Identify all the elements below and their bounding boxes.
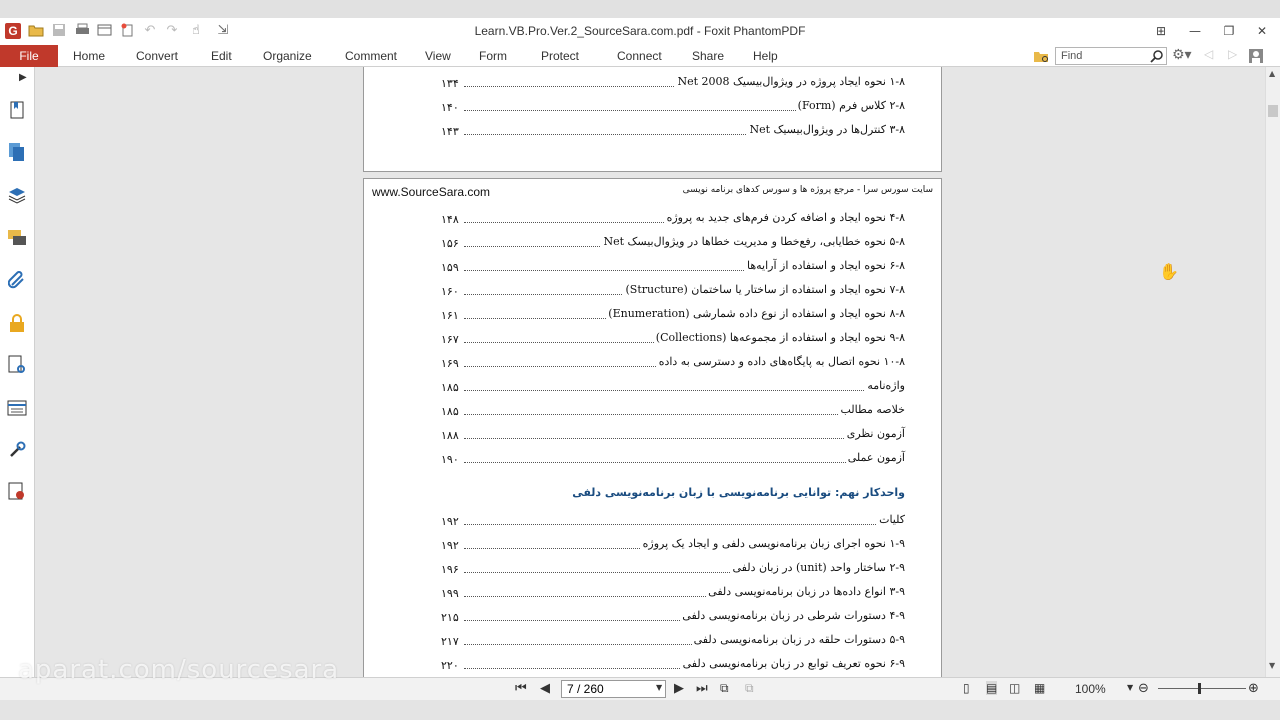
tab-edit[interactable]: Edit: [211, 49, 232, 63]
toc-title: ۳-۹ انواع داده‌ها در زبان برنامه‌نویسی دلفی: [708, 585, 905, 598]
toc-entry[interactable]: [364, 281, 941, 305]
toc-page-number: ۱۹۶: [441, 563, 459, 576]
toc-page-number: ۱۵۹: [441, 261, 459, 274]
toc-entry[interactable]: [364, 655, 941, 677]
tab-comment[interactable]: Comment: [345, 49, 398, 63]
toc-page-number: ۱۹۰: [441, 453, 459, 466]
toc-page-number: ۲۲۰: [441, 659, 459, 672]
toc-title: ۱۰-۸ نحوه اتصال به پایگاه‌های داده و دسترسی به داده: [658, 355, 905, 368]
tab-help[interactable]: Help: [753, 49, 778, 63]
toc-page-number: ۱۹۹: [441, 587, 459, 600]
folder-search-icon[interactable]: [1033, 48, 1049, 67]
toc-page-number: ۱۸۸: [441, 429, 459, 442]
toc-page-number: ۱۸۵: [441, 405, 459, 418]
toc-title: ۳-۸ کنترل‌ها در ویژوال‌بیسیک Net: [749, 123, 905, 136]
scroll-down-icon[interactable]: ▼: [1269, 661, 1276, 670]
select-tool-icon[interactable]: ⇲: [217, 23, 229, 38]
toc-title: ۱-۸ نحوه ایجاد پروژه در ویژوال‌بیسیک Net 2008: [677, 75, 905, 88]
find-input[interactable]: Find: [1055, 47, 1167, 65]
toc-page-number: ۱۶۱: [441, 309, 459, 322]
continuous-page-icon[interactable]: ▤: [986, 681, 998, 695]
tab-share[interactable]: Share: [692, 49, 725, 63]
toc-entry[interactable]: [364, 305, 941, 329]
toc-page-number: ۲۱۵: [441, 611, 459, 624]
navigation-sidebar: [0, 67, 35, 677]
top-strip: [0, 0, 1280, 18]
toc-title: ۵-۸ نحوه خطایابی، رفع‌خطا و مدیریت خطاها در ویژوال‌بیسک Net: [603, 235, 905, 248]
dot-leader: [464, 429, 904, 439]
toc-entry[interactable]: [364, 257, 941, 281]
watermark-text: aparat.com/sourcesara: [18, 655, 340, 685]
comments-icon[interactable]: [6, 227, 28, 249]
tab-form[interactable]: Form: [479, 49, 507, 63]
toc-entry[interactable]: [364, 559, 941, 583]
undo-icon[interactable]: ↶: [144, 23, 156, 38]
last-page-button[interactable]: ⏭: [696, 681, 708, 696]
pages-icon[interactable]: [6, 141, 28, 163]
ribbon-layout-icon[interactable]: ⊞: [1155, 24, 1167, 38]
bottom-strip: [0, 700, 1280, 720]
toc-title: ۲-۹ ساختار واحد (unit) در زبان دلفی: [732, 561, 905, 574]
toc-page-number: ۱۵۶: [441, 237, 459, 250]
page-header-url: www.SourceSara.com: [372, 185, 491, 199]
toc-title: کلیات: [879, 513, 905, 526]
toc-page-number: ۱۳۴: [441, 77, 459, 90]
toc-page-number: ۱۹۲: [441, 515, 459, 528]
attachments-icon[interactable]: [6, 269, 28, 291]
user-icon[interactable]: [1249, 48, 1263, 67]
toc-page-number: ۱۶۷: [441, 333, 459, 346]
search-icon[interactable]: [1150, 48, 1164, 67]
toc-entry[interactable]: [364, 121, 941, 145]
toc-entry[interactable]: [364, 607, 941, 631]
window-title: Learn.VB.Pro.Ver.2_SourceSara.com.pdf - Foxit PhantomPDF: [474, 24, 806, 38]
toc-entry[interactable]: [364, 401, 941, 425]
continuous-facing-icon[interactable]: ▦: [1034, 681, 1046, 695]
certificate-icon[interactable]: [6, 481, 28, 503]
toc-page-number: ۱۶۰: [441, 285, 459, 298]
expand-panel-icon[interactable]: ▶: [19, 72, 27, 83]
page-number-input[interactable]: 7 / 260: [561, 680, 666, 698]
next-view-icon[interactable]: ⧉: [745, 681, 754, 695]
facing-pages-icon[interactable]: ◫: [1009, 681, 1021, 695]
toc-title: واژه‌نامه: [867, 379, 905, 392]
toc-title: خلاصه مطالب: [840, 403, 905, 416]
toc-title: ۹-۸ نحوه ایجاد و استفاده از مجموعه‌ها (Collections): [655, 331, 905, 344]
toc-entry[interactable]: [364, 353, 941, 377]
toc-title: آزمون عملی: [847, 451, 905, 464]
tab-home[interactable]: Home: [73, 49, 106, 63]
toc-title: آزمون نظری: [846, 427, 905, 440]
scroll-up-icon[interactable]: ▲: [1269, 69, 1276, 78]
next-result-icon[interactable]: ▷: [1228, 47, 1238, 61]
toc-entry[interactable]: [364, 377, 941, 401]
document-search-icon[interactable]: [6, 354, 28, 376]
toc-page-number: ۱۴۰: [441, 101, 459, 114]
toc-entry[interactable]: [364, 209, 941, 233]
toc-entry[interactable]: [364, 97, 941, 121]
toc-title: ۴-۸ نحوه ایجاد و اضافه کردن فرم‌های جدید به پروژه: [666, 211, 905, 224]
tab-organize[interactable]: Organize: [263, 49, 312, 63]
zoom-out-button[interactable]: ⊖: [1138, 681, 1149, 696]
toc-entry[interactable]: [364, 425, 941, 449]
page-header-site: سایت سورس سرا - مرجع پروژه ها و سورس کدهای برنامه نویسی: [682, 185, 933, 195]
toc-entry[interactable]: [364, 535, 941, 559]
next-page-button[interactable]: ▶: [674, 681, 684, 696]
hand-tool-icon[interactable]: ☝: [192, 23, 200, 38]
toc-title: ۵-۹ دستورات حلقه در زبان برنامه‌نویسی دلفی: [693, 633, 905, 646]
tools-icon[interactable]: [6, 439, 28, 461]
zoom-dropdown-icon[interactable]: ▼: [1127, 683, 1134, 692]
tab-file[interactable]: File: [0, 45, 58, 67]
prev-result-icon[interactable]: ◁: [1204, 47, 1214, 61]
toc-title: ۸-۸ نحوه ایجاد و استفاده از نوع داده شمارشی (Enumeration): [608, 307, 905, 320]
toc-page-number: ۱۶۹: [441, 357, 459, 370]
zoom-slider[interactable]: [1158, 688, 1246, 689]
bookmarks-icon[interactable]: [6, 99, 28, 121]
tab-view[interactable]: View: [425, 49, 451, 63]
dot-leader: [464, 515, 904, 525]
toc-entry[interactable]: [364, 449, 941, 473]
zoom-slider-handle[interactable]: [1198, 683, 1201, 694]
toc-title: ۲-۸ کلاس فرم (Form): [797, 99, 905, 112]
title-bar: [0, 18, 1280, 45]
zoom-level[interactable]: 100%: [1075, 682, 1106, 696]
tab-protect[interactable]: Protect: [541, 49, 580, 63]
vertical-scrollbar[interactable]: [1265, 67, 1280, 677]
ribbon-tabs: [0, 45, 1280, 67]
scroll-thumb[interactable]: [1268, 105, 1278, 117]
toc-title: ۱-۹ نحوه اجرای زبان برنامه‌نویسی دلفی و ایجاد یک پروژه: [642, 537, 905, 550]
close-button[interactable]: ✕: [1256, 24, 1268, 38]
page-dropdown-icon[interactable]: ▼: [656, 683, 663, 692]
tab-connect[interactable]: Connect: [617, 49, 662, 63]
toc-page-number: ۲۱۷: [441, 635, 459, 648]
toc-entry[interactable]: [364, 329, 941, 353]
tab-convert[interactable]: Convert: [136, 49, 179, 63]
app-logo-icon[interactable]: G: [5, 23, 21, 39]
toc-entry[interactable]: [364, 73, 941, 97]
gear-icon[interactable]: ⚙▾: [1172, 47, 1192, 63]
toc-page-number: ۱۴۸: [441, 213, 459, 226]
toc-entry[interactable]: [364, 631, 941, 655]
toc-title: ۶-۸ نحوه ایجاد و استفاده از آرایه‌ها: [747, 259, 905, 272]
toc-title: ۴-۹ دستورات شرطی در زبان برنامه‌نویسی دلفی: [682, 609, 905, 622]
previous-view-icon[interactable]: ⧉: [720, 681, 729, 695]
pdf-page-6: [363, 67, 942, 172]
toc-page-number: ۱۹۲: [441, 539, 459, 552]
zoom-in-button[interactable]: ⊕: [1248, 681, 1259, 696]
toc-entry[interactable]: [364, 511, 941, 535]
hand-cursor-icon: ✋: [1159, 262, 1179, 281]
redo-icon[interactable]: ↷: [166, 23, 178, 38]
toc-page-number: ۱۸۵: [441, 381, 459, 394]
lock-icon[interactable]: [6, 312, 28, 334]
previous-page-button[interactable]: ◀: [540, 681, 550, 696]
maximize-button[interactable]: ❐: [1223, 24, 1235, 38]
document-viewport[interactable]: [35, 67, 1265, 677]
toc-page-number: ۱۴۳: [441, 125, 459, 138]
layers-icon[interactable]: [6, 184, 28, 206]
section-heading[interactable]: واحدکار نهم: توانایی برنامه‌نویسی با زبان برنامه‌نویسی دلفی: [572, 486, 905, 499]
minimize-button[interactable]: —: [1189, 24, 1201, 38]
toc-title: ۶-۹ نحوه تعریف توابع در زبان برنامه‌نویسی دلفی: [682, 657, 905, 670]
content-list-icon[interactable]: [6, 397, 28, 419]
single-page-icon[interactable]: ▯: [963, 681, 970, 695]
toc-entry[interactable]: [364, 233, 941, 257]
dot-leader: [464, 381, 904, 391]
toc-entry[interactable]: [364, 583, 941, 607]
dot-leader: [464, 453, 904, 463]
pdf-page-7: [363, 178, 942, 677]
first-page-button[interactable]: ⏮: [515, 681, 527, 696]
toc-title: ۷-۸ نحوه ایجاد و استفاده از ساختار یا ساختمان (Structure): [625, 283, 905, 296]
